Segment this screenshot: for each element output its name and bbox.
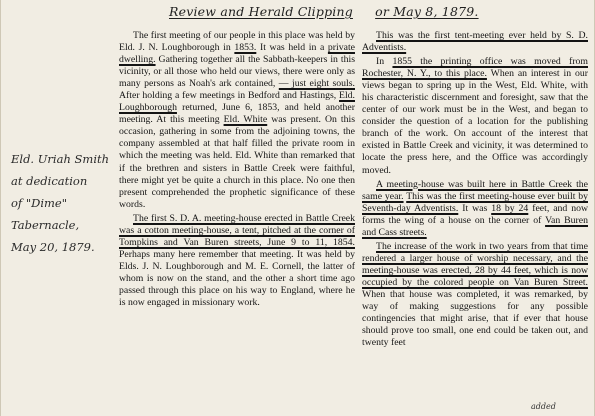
- text-run: When an interest in our views began to spring up in the West, Eld. White, with his characteristic discernment and foresight, saw that the center of our work must be in the West, and began to consider the question of a location for the publishing branch of the work. On account of the interest that existed in Battle Creek and vicinity, it was determined to locate the press here, and the Office was accordingly moved.: [362, 68, 588, 176]
- article-column-right: [362, 30, 588, 349]
- text-run: Gathering together all the Sabbath-keepers in this vicinity, or all those who held our views, there were only as many persons as Noah's ark contained,: [119, 54, 355, 90]
- text-run: After holding a few meetings in Bedford and Hastings,: [119, 90, 340, 102]
- article-column-left: [119, 30, 355, 309]
- text-run: returned, June 6, 1853, and held another meeting. At this meeting: [119, 102, 355, 126]
- underlined-text: Van Buren and Cass streets.: [362, 214, 588, 238]
- underlined-text: 1853.: [234, 42, 257, 54]
- margin-note-line: Eld. Uriah Smith: [11, 152, 110, 166]
- underlined-text: This was the first tent-meeting ever held by S. D. Adventists.: [362, 30, 588, 54]
- article-paragraph: [362, 30, 588, 54]
- margin-note-line: at dedication: [11, 174, 88, 188]
- text-run: In: [376, 56, 393, 68]
- underlined-text: Eld. Loughborough: [119, 90, 355, 114]
- underlined-text: A meeting-house was built here in Battle Creek the same year.: [362, 178, 588, 202]
- clipping-title: [169, 4, 589, 19]
- underlined-text: Eld. White: [223, 114, 268, 126]
- text-run: The first meeting of our people in this place was held by Eld. J. N. Loughborough in: [119, 30, 355, 54]
- article-paragraph: [119, 213, 355, 309]
- underlined-text: The first S. D. A. meeting-house erected in Battle Creek was a cotton meeting-house, a tent, pitched at the corner of Tompkins and Van Buren streets, June 9 to 11, 1854.: [119, 212, 355, 248]
- text-run: was present. On this occasion, gathering in some from the adjoining towns, the company assembled at that half filled the private room in which the meeting was held. Eld. White than remarked that if the brethren and sisters in Battle Creek were faithful, there might yet be quite a church in this place. No one then present comprehended the prophetic significance of these words.: [119, 114, 355, 210]
- title-date: or May 8, 1879.: [375, 4, 479, 19]
- article-paragraph: [119, 30, 355, 211]
- article-paragraph: [362, 241, 588, 349]
- margin-note-line: Tabernacle,: [11, 218, 80, 232]
- text-run: feet, and now forms the wing of a house on the corner of: [362, 202, 588, 226]
- underlined-text: The increase of the work in two years from that time rendered a larger house of worship necessary, and the meeting-house was erected, 28 by 44 feet, which is now occupied by the colored people on Van Buren Street.: [362, 240, 588, 288]
- text-run: It was: [458, 202, 492, 214]
- margin-note-line: May 20, 1879.: [11, 240, 95, 254]
- underlined-text: private dwelling.: [119, 42, 355, 66]
- article-paragraph: [362, 56, 588, 176]
- text-run: When that house was completed, it was remarked, by way of making suggestions for any possible contingencies that might arise, that if ever that house should prove too small, one end could be taken out, and twenty feet: [362, 288, 588, 349]
- margin-note-line: of "Dime": [11, 196, 68, 210]
- handwritten-added-note: added: [531, 402, 556, 411]
- text-run: Perhaps many here remember that meeting. It was held by Elds. J. N. Loughborough and M. E. Cornell, the latter of whom is now on the stand, and the other a short time ago passed through this place on his way to England, where he is now engaged in missionary work.: [119, 248, 355, 309]
- text-run: It was held in a: [256, 42, 328, 54]
- handwritten-margin-note: [11, 148, 121, 258]
- underlined-text: 18 by 24: [491, 202, 529, 214]
- title-text: Review and Herald Clipping: [169, 4, 353, 19]
- article-paragraph: [362, 179, 588, 239]
- underlined-text: 1855 the printing office was moved from Rochester, N. Y., to this place.: [362, 56, 588, 80]
- underlined-text: This was the first meeting-house ever built by Seventh-day Adventists.: [362, 190, 588, 214]
- underlined-text: — just eight souls.: [278, 78, 355, 90]
